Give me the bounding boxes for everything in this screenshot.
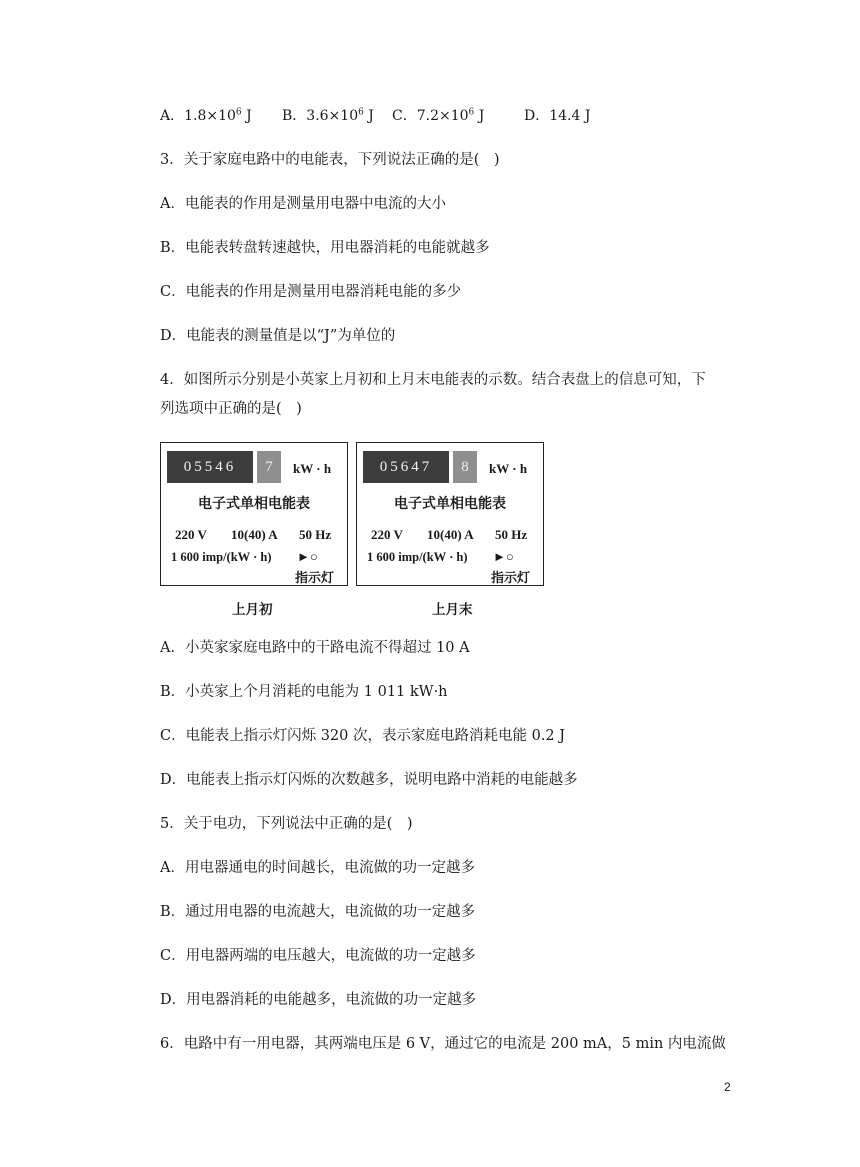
page-number: 2: [724, 1080, 731, 1094]
q4-option-c: C．电能表上指示灯闪烁 320 次，表示家庭电路消耗电能 0.2 J: [160, 728, 566, 744]
meter-imp: 1 600 imp/(kW · h): [367, 550, 468, 564]
meter-digits: 05647: [363, 451, 449, 483]
q5-option-c: C．用电器两端的电压越大，电流做的功一定越多: [160, 948, 476, 964]
meter-digits: 05546: [167, 451, 253, 483]
q4-option-d: D．电能表上指示灯闪烁的次数越多，说明电路中消耗的电能越多: [160, 772, 578, 788]
q5-option-b: B．通过用电器的电流越大，电流做的功一定越多: [160, 904, 476, 920]
q2-option-a: A．$1.8\times 10^6$ J: [160, 107, 252, 124]
meter-last-digit: 7: [257, 451, 281, 483]
meter-unit: kW · h: [489, 461, 528, 476]
meter-caption-end: 上月末: [432, 602, 473, 618]
q3-option-c: C．电能表的作用是测量用电器消耗电能的多少: [160, 284, 462, 300]
q6-stem-line1: 6．电路中有一用电器，其两端电压是 6 V，通过它的电流是 200 mA，5 min 内电流做: [160, 1036, 726, 1052]
meter-title: 电子式单相电能表: [198, 496, 310, 512]
q3-option-a: A．电能表的作用是测量用电器中电流的大小: [160, 196, 446, 212]
meter-caption-start: 上月初: [232, 602, 273, 618]
q4-stem-line1: 4．如图所示分别是小英家上月初和上月末电能表的示数。结合表盘上的信息可知，下: [160, 372, 706, 388]
meter-frequency: 50 Hz: [299, 527, 332, 542]
meter-voltage: 220 V: [371, 527, 403, 542]
meter-title: 电子式单相电能表: [394, 496, 506, 512]
meter-imp: 1 600 imp/(kW · h): [171, 550, 272, 564]
indicator-light-icon: ►○: [297, 549, 318, 564]
q2-option-c: C．$7.2\times 10^6$ J: [392, 107, 485, 124]
q3-option-d: D．电能表的测量值是以“J”为单位的: [160, 328, 396, 344]
q2-option-b: B．$3.6\times 10^6$ J: [282, 107, 374, 124]
meter-unit: kW · h: [293, 461, 332, 476]
q4-stem-line2: 列选项中正确的是( ): [160, 401, 302, 417]
meter-last-digit: 8: [453, 451, 477, 483]
meter-end-of-month: [356, 442, 544, 586]
meter-start-of-month: [160, 442, 348, 586]
q5-option-d: D．用电器消耗的电能越多，电流做的功一定越多: [160, 992, 477, 1008]
q4-option-b: B．小英家上个月消耗的电能为 1 011 kW·h: [160, 684, 448, 700]
meter-voltage: 220 V: [175, 527, 207, 542]
q3-stem: 3．关于家庭电路中的电能表，下列说法正确的是( ): [160, 152, 500, 168]
q2-option-d: D．14.4 J: [524, 108, 591, 124]
q5-option-a: A．用电器通电的时间越长，电流做的功一定越多: [160, 860, 475, 876]
meter-current: 10(40) A: [427, 527, 474, 542]
indicator-label: 指示灯: [295, 571, 335, 586]
indicator-light-icon: ►○: [493, 549, 514, 564]
q3-option-b: B．电能表转盘转速越快，用电器消耗的电能就越多: [160, 240, 490, 256]
meter-frequency: 50 Hz: [495, 527, 528, 542]
meter-current: 10(40) A: [231, 527, 278, 542]
q4-option-a: A．小英家家庭电路中的干路电流不得超过 10 A: [160, 640, 470, 656]
q5-stem: 5．关于电功，下列说法中正确的是( ): [160, 816, 413, 832]
indicator-label: 指示灯: [491, 571, 531, 586]
